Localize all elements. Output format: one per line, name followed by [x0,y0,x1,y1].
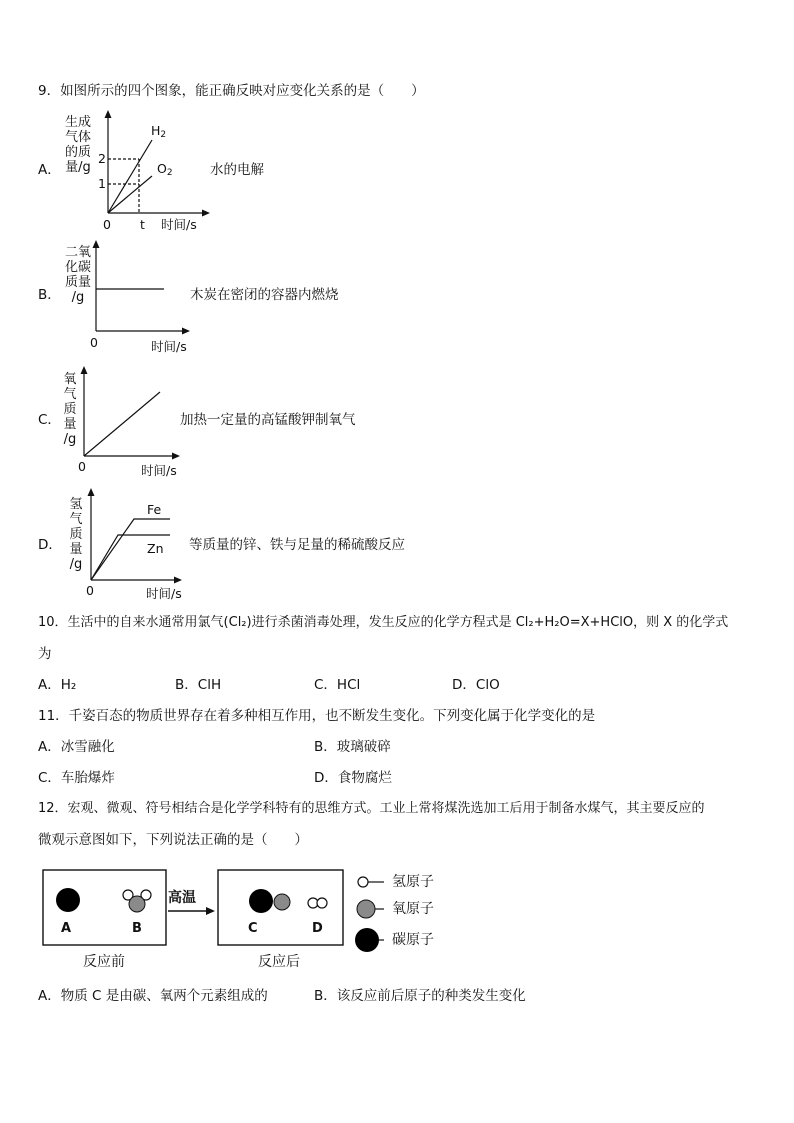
q9b-y-axis-label: 二氧 化碳 质量 /g [64,245,91,305]
q11-option-a: A．冰雪融化 [38,739,115,755]
q9c-y-axis-label: 氧 气 质 量 /g [63,372,77,447]
q9c-origin: 0 [78,459,86,474]
q12-hydrogen-atom-d2 [317,898,327,908]
q9-option-a-letter: A． [38,162,61,178]
q9d-zn-label: Zn [147,541,164,556]
q12-stem-line1: 12．宏观、微观、符号相结合是化学学科特有的思维方式。工业上常将煤洗选加工后用于制备水煤气，其主要反应的 [38,801,705,816]
legend-carbon-label: 碳原子 [392,932,434,948]
q9d-x-axis-label: 时间/s [146,586,182,601]
q11-stem: 11．千姿百态的物质世界存在着多种相互作用，也不断发生变化。下列变化属于化学变化的是 [38,708,596,724]
q9a-x-axis-label: 时间/s [161,217,197,232]
q12-oxygen-atom-b [129,896,145,912]
q12-condition: 高温 [168,890,196,906]
q10-stem-line1: 10．生活中的自来水通常用氯气(Cl₂)进行杀菌消毒处理，发生反应的化学方程式是 Cl₂+H₂O=X+HClO，则 X 的化学式 [38,615,729,630]
q11-option-c: C．车胎爆炸 [38,770,115,786]
q9a-tick-1: 1 [98,176,106,191]
q9d-fe-label: Fe [147,502,162,517]
q12-carbon-atom-a [56,888,80,912]
q12-carbon-atom-c [249,889,273,913]
q9a-origin: 0 [103,217,111,232]
q9d-y-axis-label: 氢 气 质 量 /g [69,497,83,572]
q12-label-b: B [132,921,142,936]
legend-hydrogen-icon [358,877,368,887]
q9d-caption: 等质量的锌、铁与足量的稀硫酸反应 [189,537,405,553]
q12-oxygen-atom-c [274,894,290,910]
q12-option-a: A．物质 C 是由碳、氧两个元素组成的 [38,988,268,1004]
q12-arrow-head [206,907,215,915]
q12-after-caption: 反应后 [258,954,300,970]
q9d-origin: 0 [86,583,94,598]
q10-stem-line2: 为 [38,646,52,662]
q9b-origin: 0 [90,335,98,350]
q9a-h2-label: $H_2$ [151,123,167,140]
q10-option-d: D．ClO [452,677,500,693]
q9a-o2-label: $O_2$ [157,161,173,178]
q10-option-a: A．H₂ [38,677,77,693]
q9-option-b-letter: B． [38,287,61,303]
q12-before-caption: 反应前 [83,954,125,970]
legend-oxygen-label: 氧原子 [392,901,434,917]
q9a-tick-t: t [140,217,145,232]
q10-option-c: C．HCl [314,677,361,693]
q9b-x-axis-label: 时间/s [151,339,187,354]
q9a-caption: 水的电解 [210,162,264,178]
legend-hydrogen-label: 氢原子 [392,874,434,890]
q12-option-b: B．该反应前后原子的种类发生变化 [314,988,526,1004]
q9c-x-axis-label: 时间/s [141,463,177,478]
q12-label-d: D [312,921,323,936]
q9a-y-axis-label: 生成 气体 的质 量/g [64,115,91,175]
q12-label-a: A [61,921,72,936]
q9-option-d-letter: D． [38,537,62,553]
q11-option-b: B．玻璃破碎 [314,739,391,755]
legend-carbon-icon [355,928,379,952]
q10-option-b: B．ClH [175,677,222,693]
q9c-caption: 加热一定量的高锰酸钾制氧气 [180,412,356,428]
q11-option-d: D．食物腐烂 [314,770,392,786]
q9a-tick-2: 2 [98,151,106,166]
q9-option-c-letter: C． [38,412,61,428]
q12-stem-line2: 微观示意图如下，下列说法正确的是（ ） [38,832,308,848]
q9b-caption: 木炭在密闭的容器内燃烧 [190,287,339,303]
legend-oxygen-icon [357,900,375,918]
q9-stem: 9．如图所示的四个图象，能正确反映对应变化关系的是（ ） [38,83,425,99]
q12-label-c: C [248,921,258,936]
